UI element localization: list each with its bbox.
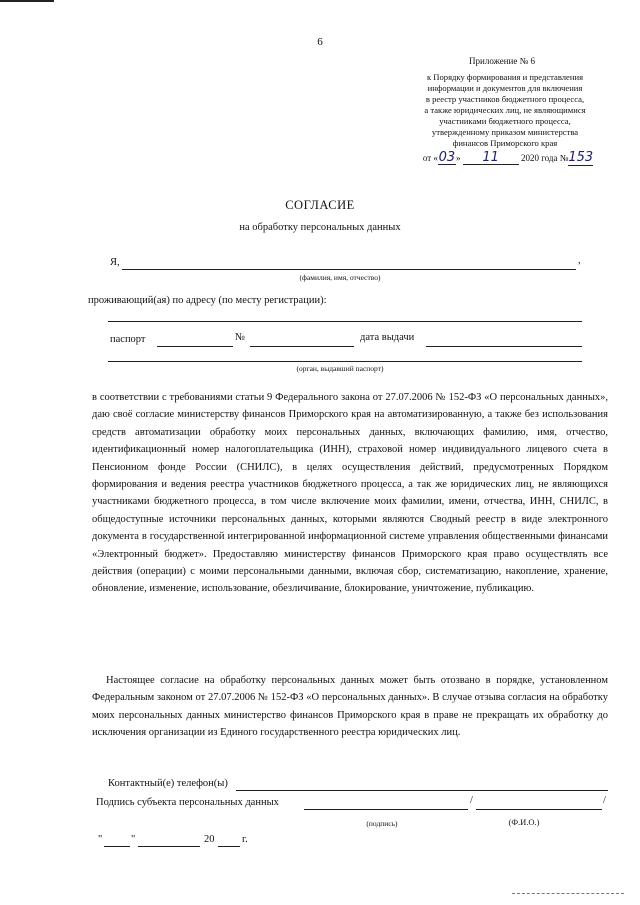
date-close-quote: " [131,834,136,845]
date-mid: » [455,153,461,163]
signature-slash-left: / [470,795,473,806]
revocation-paragraph: Настоящее согласие на обработку персональных данных может быть отозвано в порядке, установленном Федеральным законом от 27.07.2006 № 152-ФЗ «О персональных данных». В случае отзыва согласия на обработку моих персональных данных министерство финансов Приморского края в праве не прекращать их обработку до исключения организации из Единого государственного реестра юридических лиц. [92,675,608,739]
appendix-line: информации и документов для включения [427,83,583,93]
passport-series-line[interactable] [157,346,233,347]
document-subtitle: на обработку персональных данных [239,222,401,233]
consent-paragraph: в соответствии с требованиями статьи 9 Федерального закона от 27.07.2006 № 152-ФЗ «О персональных данных», даю своё согласие министерству финансов Приморского края на автоматизированную, а также без использования средств автоматизации обработку моих персональных данных, включающих фамилию, имя, отчество, идентификационный номер налогоплательщика (ИНН), страховой номер индивидуального лицевого счета в Пенсионном фонде России (СНИЛС), в целях осуществления действий, предусмотренных Порядком формирования и ведения реестра участников бюджетного процесса, а так же юридических лиц, не являющихся участниками бюджетного процесса, в том числе включение моих фамилии, имени, отчества, ИНН, СНИЛС, в общедоступные источники персональных данных, которыми являются Сводный реестр в виде электронного документа в государственной интегрированной информационной системе управления общественными финансами «Электронный бюджет». Предоставляю министерству финансов Приморского края право осуществлять все действия (операции) с моими персональными данными, включая сбор, систематизацию, накопление, хранение, обновление, изменение, использование, обезличивание, блокирование, уничтожение, публикацию. [92,392,608,595]
issuer-hint: (орган, выдавший паспорт) [296,364,384,373]
handwritten-month: 11 [463,152,519,165]
appendix-date-line [398,152,618,165]
page-number: 6 [317,36,323,48]
appendix-line: а также юридических лиц, не являющимися [424,105,586,115]
appendix-line: в реестр участников бюджетного процесса, [425,94,585,104]
address-field-line[interactable] [108,321,582,322]
address-label: проживающий(ая) по адресу (по месту регистрации): [88,295,327,306]
fio-end-comma: , [578,255,581,266]
date-year-suffix: г. [242,834,248,845]
date-month-line[interactable] [138,846,200,847]
passport-number-line[interactable] [250,346,354,347]
date-year-prefix: 20 [204,834,215,845]
fio-signature-line[interactable] [476,809,602,810]
signature-label: Подпись субъекта персональных данных [96,797,279,808]
date-open-quote: " [98,834,103,845]
issuer-field-line[interactable] [108,361,582,362]
handwritten-order-number: 153 [568,150,594,165]
appendix-line: к Порядку формирования и представления [426,72,584,82]
date-year-line[interactable] [218,846,240,847]
fio-field-line[interactable] [122,269,576,270]
appendix-line: финансов Приморского края [452,138,558,148]
ya-label: Я, [110,257,120,268]
appendix-text [400,72,610,149]
fio-short-hint: (Ф.И.О.) [508,817,540,827]
signature-slash-right: / [603,795,606,806]
handwritten-day: 03 [438,150,456,165]
footer-dash-line [512,893,624,894]
date-prefix: от « [422,153,438,163]
document-title: СОГЛАСИЕ [285,198,355,212]
phone-label: Контактный(е) телефон(ы) [108,778,228,789]
passport-number-label: № [235,332,246,343]
appendix-line: утвержденному приказом министерства [431,127,579,137]
signature-hint: (подпись) [366,819,398,828]
fio-hint: (фамилия, имя, отчество) [299,273,381,282]
signature-field-line[interactable] [304,809,468,810]
passport-label: паспорт [110,334,146,345]
issue-date-line[interactable] [426,346,582,347]
appendix-title: Приложение № 6 [469,56,535,66]
date-year: 2020 года № [520,153,569,163]
date-day-line[interactable] [104,846,130,847]
phone-field-line[interactable] [236,790,608,791]
issue-date-label: дата выдачи [360,332,415,343]
corner-mark [0,0,54,2]
appendix-line: участниками бюджетного процесса, [439,116,571,126]
